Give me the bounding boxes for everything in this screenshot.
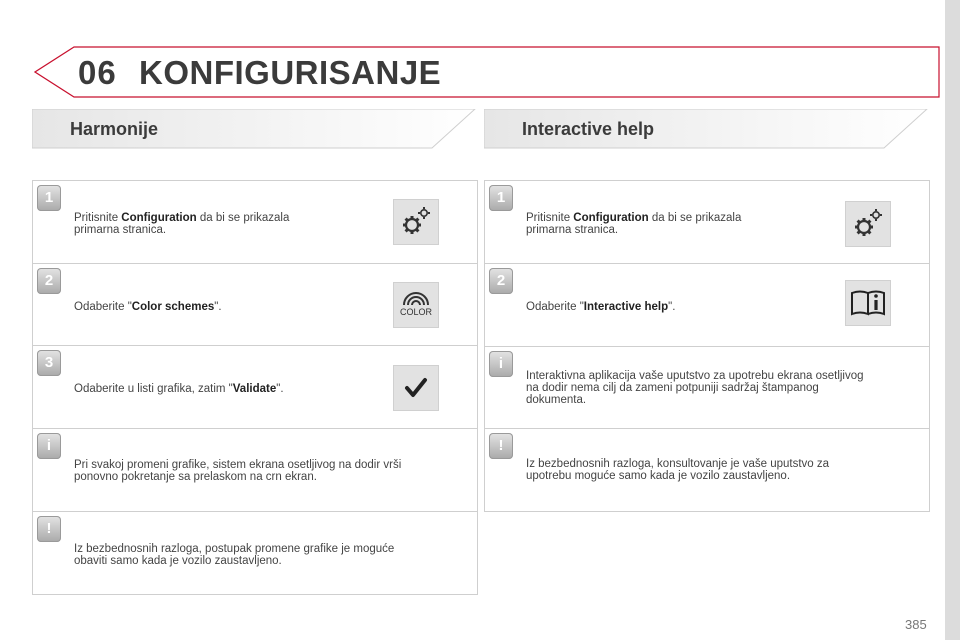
step-text: Odaberite "Color schemes".: [74, 301, 222, 313]
step-badge: 2: [37, 268, 61, 294]
step-row-3: [33, 345, 477, 429]
step-row-2: [33, 263, 477, 346]
chapter-number: 06: [78, 54, 117, 91]
note-text: Pri svakoj promeni grafike, sistem ekrana osetljivog na dodir vrši ponovno pokretanje sa prelaskom na crn ekran.: [74, 459, 402, 483]
info-icon: i: [489, 351, 513, 377]
warning-icon: !: [37, 516, 61, 542]
info-note-row: [485, 346, 929, 429]
section-title-text: Harmonije: [70, 119, 159, 139]
step-text: Odaberite u listi grafika, zatim "Validate".: [74, 383, 284, 395]
gears-icon: [393, 199, 439, 245]
step-row-2: [485, 263, 929, 347]
note-text: Iz bezbednosnih razloga, postupak promene grafike je moguće obaviti samo kada je vozilo zaustavljeno.: [74, 543, 395, 567]
warning-icon: !: [489, 433, 513, 459]
info-note-row: [33, 428, 477, 512]
note-text: Iz bezbednosnih razloga, konsultovanje je vaše uputstvo za upotrebu moguće samo kada je vozilo zaustavljeno.: [526, 458, 830, 482]
section-title-interactive-help: [484, 109, 928, 149]
steps-panel-harmonije: [32, 180, 478, 595]
gears-icon: [845, 201, 891, 247]
step-row-1: [33, 181, 477, 263]
step-text: Pritisnite Configuration da bi se prikazala primarna stranica.: [526, 212, 742, 236]
step-badge: 1: [489, 185, 513, 211]
color-icon-label: COLOR: [399, 307, 432, 317]
page-margin-strip: [945, 0, 960, 640]
step-row-1: [485, 181, 929, 263]
step-badge: 2: [489, 268, 513, 294]
step-badge: 1: [37, 185, 61, 211]
step-badge: 3: [37, 350, 61, 376]
chapter-title: KONFIGURISANJE: [139, 54, 442, 91]
chapter-header: [34, 46, 940, 98]
color-icon: [393, 282, 439, 328]
section-title-harmonije: [32, 109, 476, 149]
info-icon: i: [37, 433, 61, 459]
note-text: Interaktivna aplikacija vaše uputstvo za upotrebu ekrana osetljivog na dodir nema cilj da zameni potpuniji sadržaj štampanog dokumenta.: [526, 370, 864, 406]
check-icon: [393, 365, 439, 411]
warning-note-row: [485, 428, 929, 511]
manual-icon: [845, 280, 891, 326]
step-text: Pritisnite Configuration da bi se prikazala primarna stranica.: [74, 212, 290, 236]
page-number: 385: [905, 617, 927, 632]
warning-note-row: [33, 511, 477, 594]
step-text: Odaberite "Interactive help".: [526, 301, 676, 313]
section-title-text: Interactive help: [522, 119, 655, 139]
steps-panel-interactive-help: [484, 180, 930, 512]
